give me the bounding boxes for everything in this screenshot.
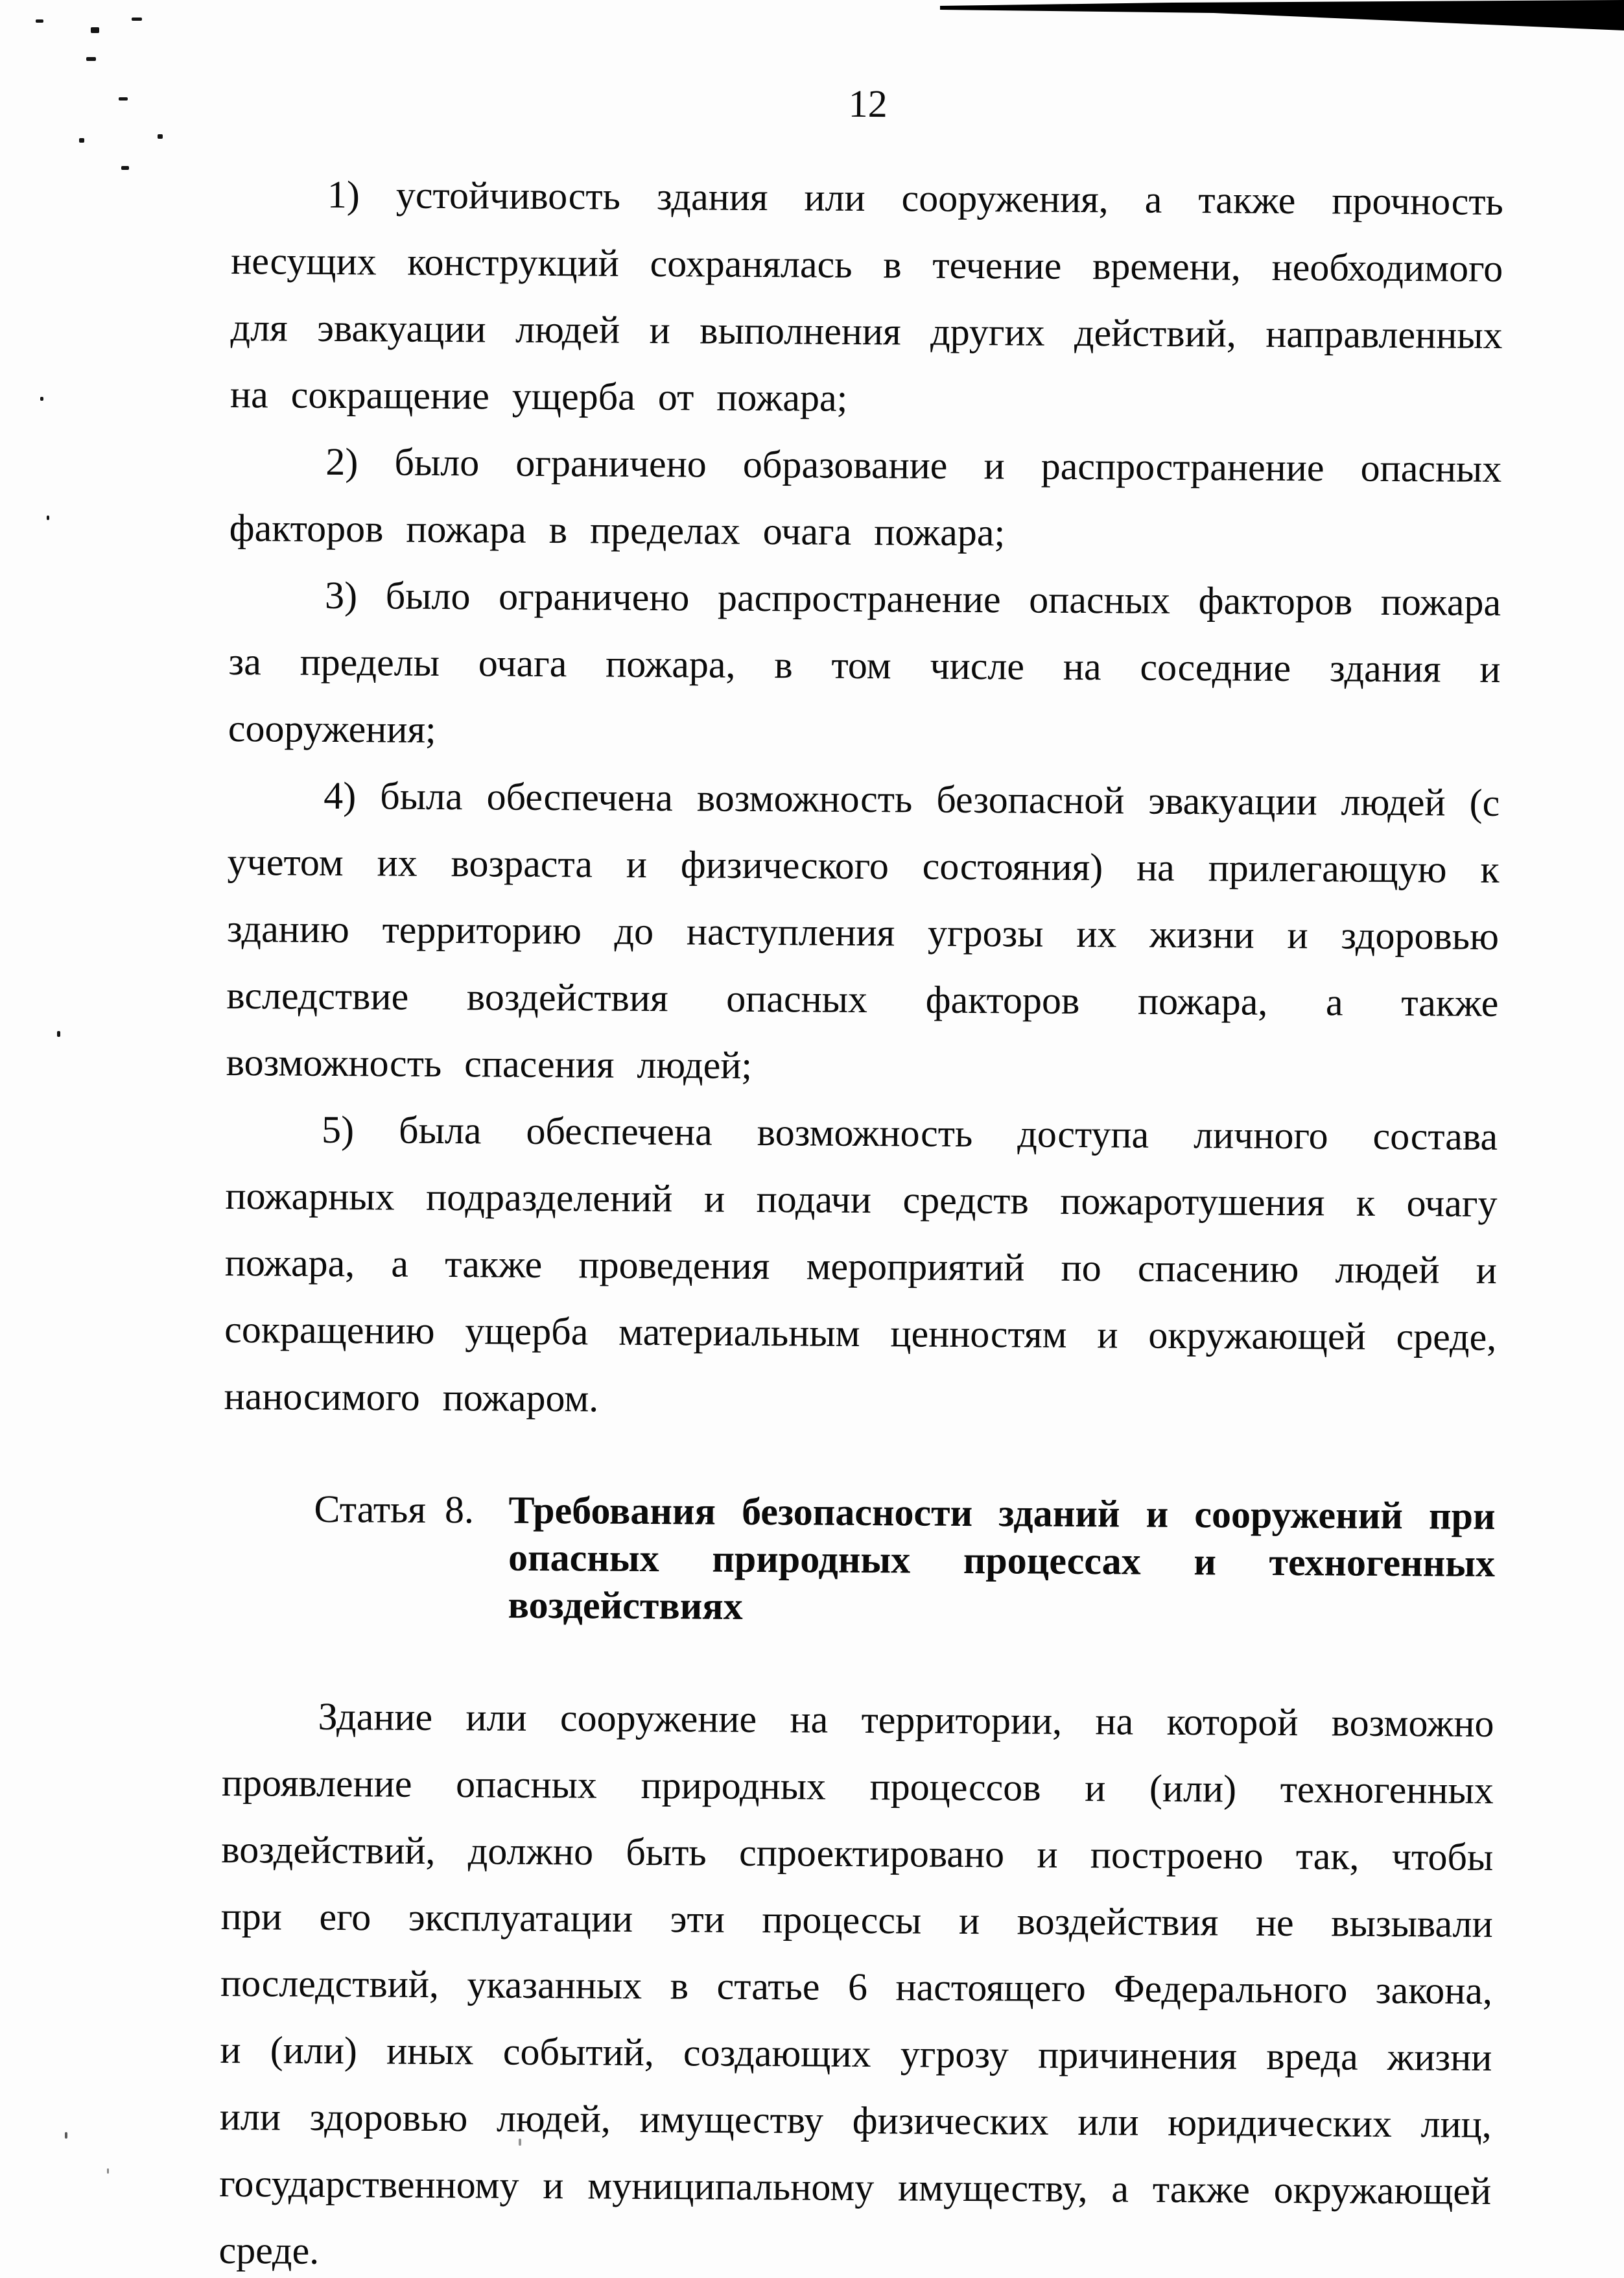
scan-speck — [107, 2168, 109, 2174]
scan-edge-artifact — [940, 0, 1624, 34]
scan-speck — [132, 18, 142, 21]
scan-speck — [91, 27, 99, 33]
scan-speck — [65, 2132, 67, 2139]
clause-3-paragraph: 3) было ограничено распространение опасных факторов пожара за пределы очага пожара, в том числе на соседние здания и сооружения; — [228, 573, 1501, 751]
scan-speck — [40, 397, 43, 401]
clause-4-paragraph: 4) была обеспечена возможность безопасной эвакуации людей (с учетом их возраста и физического состояния) на прилегающую к зданию территорию до наступления угрозы их жизни и здоровью вследствие воздействия опасных факторов пожара, а также возможность спасения людей; — [226, 774, 1500, 1087]
text-block — [218, 79, 1504, 2278]
scan-speck — [119, 97, 128, 101]
scan-speck — [79, 138, 84, 143]
article-8-heading — [313, 1486, 1495, 1635]
clause-1-paragraph: 1) устойчивость здания или сооружения, а также прочность несущих конструкций сохранялась в течение времени, необходимого для эвакуации людей и выполнения других действий, направленных на сокращение ущерба от пожара; — [229, 172, 1504, 420]
closing-paragraph: Здание или сооружение на территории, на которой возможно проявление опасных природных процессов и (или) техногенных воздействий, должно быть спроектировано и построено так, чтобы при его эксплуатации эти процессы и воздействия не вызывали последствий, указанных в статье 6 настоящего Федерального закона, и (или) иных событий, создающих угрозу причинения вреда жизни или здоровью людей, имуществу физических или юридических лиц, государственному и муниципальному имуществу, а также окружающей среде. — [218, 1694, 1494, 2272]
page-number: 12 — [848, 82, 888, 126]
scan-speck — [36, 19, 43, 23]
scan-speck — [86, 57, 96, 61]
scan-speck — [57, 1031, 60, 1037]
scan-speck — [158, 134, 163, 139]
clause-5-paragraph: 5) была обеспечена возможность доступа личного состава пожарных подразделений и подачи средств пожаротушения к очагу пожара, а также проведения мероприятий по спасению людей и сокращению ущерба материальным ценностям и окружающей среде, наносимого пожаром. — [224, 1108, 1498, 1420]
scan-speck — [121, 166, 129, 170]
article-number-label: Статья 8. — [314, 1487, 475, 1532]
article-title: Требования безопасности зданий и сооружений при опасных природных процессах и техногенных воздействиях — [508, 1488, 1496, 1628]
clause-2-paragraph: 2) было ограничено образование и распространение опасных факторов пожара в пределах очага пожара; — [229, 440, 1502, 554]
scan-speck — [47, 516, 49, 520]
